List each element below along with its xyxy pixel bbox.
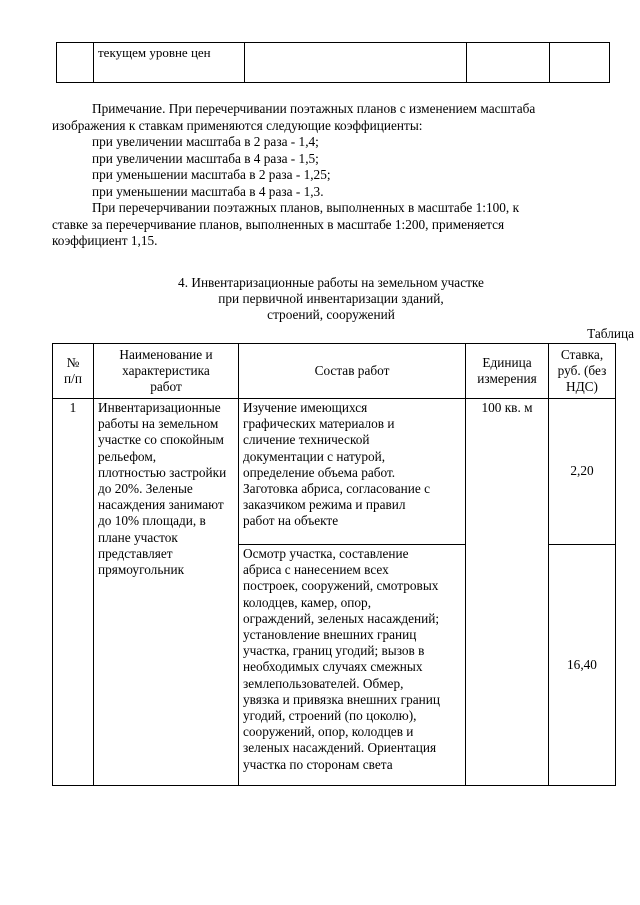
cell-line: насаждения занимают	[98, 497, 224, 513]
header-text: работ	[150, 379, 182, 395]
table-label: Таблица	[587, 326, 634, 341]
header-num	[53, 344, 94, 399]
cell-line: плане участок	[98, 529, 178, 545]
table-row	[57, 43, 610, 83]
row-unit: 100 кв. м	[466, 399, 549, 786]
note-item: при уменьшении масштаба в 2 раза - 1,25;	[92, 167, 331, 182]
cell-line: угодий, строений (по цоколю),	[243, 708, 417, 724]
cell-line: сличение технической	[243, 432, 370, 448]
header-rate	[549, 344, 616, 399]
header-work: Состав работ	[239, 344, 466, 399]
top-table	[56, 42, 610, 83]
cell-line: документации с натурой,	[243, 448, 386, 464]
header-unit	[466, 344, 549, 399]
section-title	[52, 275, 610, 323]
cell-line: Инвентаризационные	[98, 400, 221, 415]
empty-cell	[245, 43, 467, 83]
cell-line: участка по сторонам света	[243, 756, 393, 772]
work-cell-1	[239, 399, 466, 545]
cell-line: рельефом,	[98, 448, 157, 464]
cell-line: необходимых случаях смежных	[243, 659, 423, 675]
cell-line: Заготовка абриса, согласование с	[243, 481, 431, 497]
note-item: при уменьшении масштаба в 4 раза - 1,3.	[92, 183, 324, 199]
table-cell: текущем уровне цен	[94, 43, 245, 83]
cell-line: графических материалов и	[243, 416, 395, 432]
cell-line: участке со спокойным	[98, 432, 224, 448]
cell-line: установление внешних границ	[243, 627, 417, 643]
cell-line: землепользователей. Обмер,	[243, 675, 404, 691]
cell-line: ограждений, зеленых насаждений;	[243, 610, 440, 626]
cell-line: колодцев, камер, опор,	[243, 594, 372, 610]
cell-line: заказчиком режима и правил	[243, 497, 406, 513]
cell-line: работ на объекте	[243, 513, 339, 529]
table-row	[53, 399, 616, 545]
section-title-line: при первичной инвентаризации зданий,	[218, 291, 444, 306]
header-text: п/п	[64, 371, 82, 386]
note-block	[52, 101, 610, 250]
note-line: При перечерчивании поэтажных планов, выполненных в масштабе 1:100, к	[92, 200, 520, 215]
cell-line: прямоугольник	[98, 562, 185, 578]
header-text: Единица	[482, 354, 532, 370]
rate-cell-1: 2,20	[549, 399, 616, 545]
row-num: 1	[53, 399, 94, 786]
row-name	[94, 399, 239, 786]
cell-line: плотностью застройки	[98, 464, 227, 480]
header-text: Ставка,	[560, 346, 604, 362]
note-line: ставке за перечерчивание планов, выполненных в масштабе 1:200, применяется	[52, 216, 505, 232]
cell-line: представляет	[98, 545, 173, 561]
cell-line: до 20%. Зеленые	[98, 481, 193, 497]
note-line: Примечание. При перечерчивании поэтажных планов с изменением масштаба	[92, 101, 536, 116]
cell-line: работы на земельном	[98, 416, 219, 432]
header-text: №	[66, 354, 80, 370]
cell-line: участка, границ угодий; вызов в	[243, 643, 425, 659]
header-text: характеристика	[122, 362, 210, 378]
cell-line: зеленых насаждений. Ориентация	[243, 740, 437, 756]
header-row	[53, 344, 616, 399]
cell-line: Изучение имеющихся	[243, 400, 368, 415]
rate-cell-2: 16,40	[549, 545, 616, 786]
section-title-line: строений, сооружений	[267, 307, 395, 322]
cell-line: Осмотр участка, составление	[243, 546, 409, 561]
empty-cell	[57, 43, 94, 83]
note-line: изображения к ставкам применяются следующие коэффициенты:	[52, 117, 423, 133]
header-text: НДС)	[566, 379, 598, 395]
empty-cell	[467, 43, 550, 83]
note-line: коэффициент 1,15.	[52, 233, 158, 248]
header-name	[94, 344, 239, 399]
header-text: руб. (без	[557, 362, 607, 378]
cell-line: определение объема работ.	[243, 464, 396, 480]
cell-line: абриса с нанесением всех	[243, 562, 389, 578]
work-cell-2	[239, 545, 466, 786]
header-text: Наименование и	[119, 346, 213, 362]
header-text: измерения	[477, 371, 537, 386]
empty-cell	[550, 43, 610, 83]
main-table	[52, 343, 616, 786]
cell-line: увязка и привязка внешних границ	[243, 691, 440, 707]
cell-line: до 10% площади, в	[98, 513, 206, 529]
cell-line: сооружений, опор, колодцев и	[243, 724, 414, 740]
section-title-line: 4. Инвентаризационные работы на земельном участке	[178, 275, 484, 290]
cell-line: построек, сооружений, смотровых	[243, 578, 439, 594]
note-item: при увеличении масштаба в 2 раза - 1,4;	[92, 134, 319, 149]
note-item: при увеличении масштаба в 4 раза - 1,5;	[92, 150, 319, 166]
